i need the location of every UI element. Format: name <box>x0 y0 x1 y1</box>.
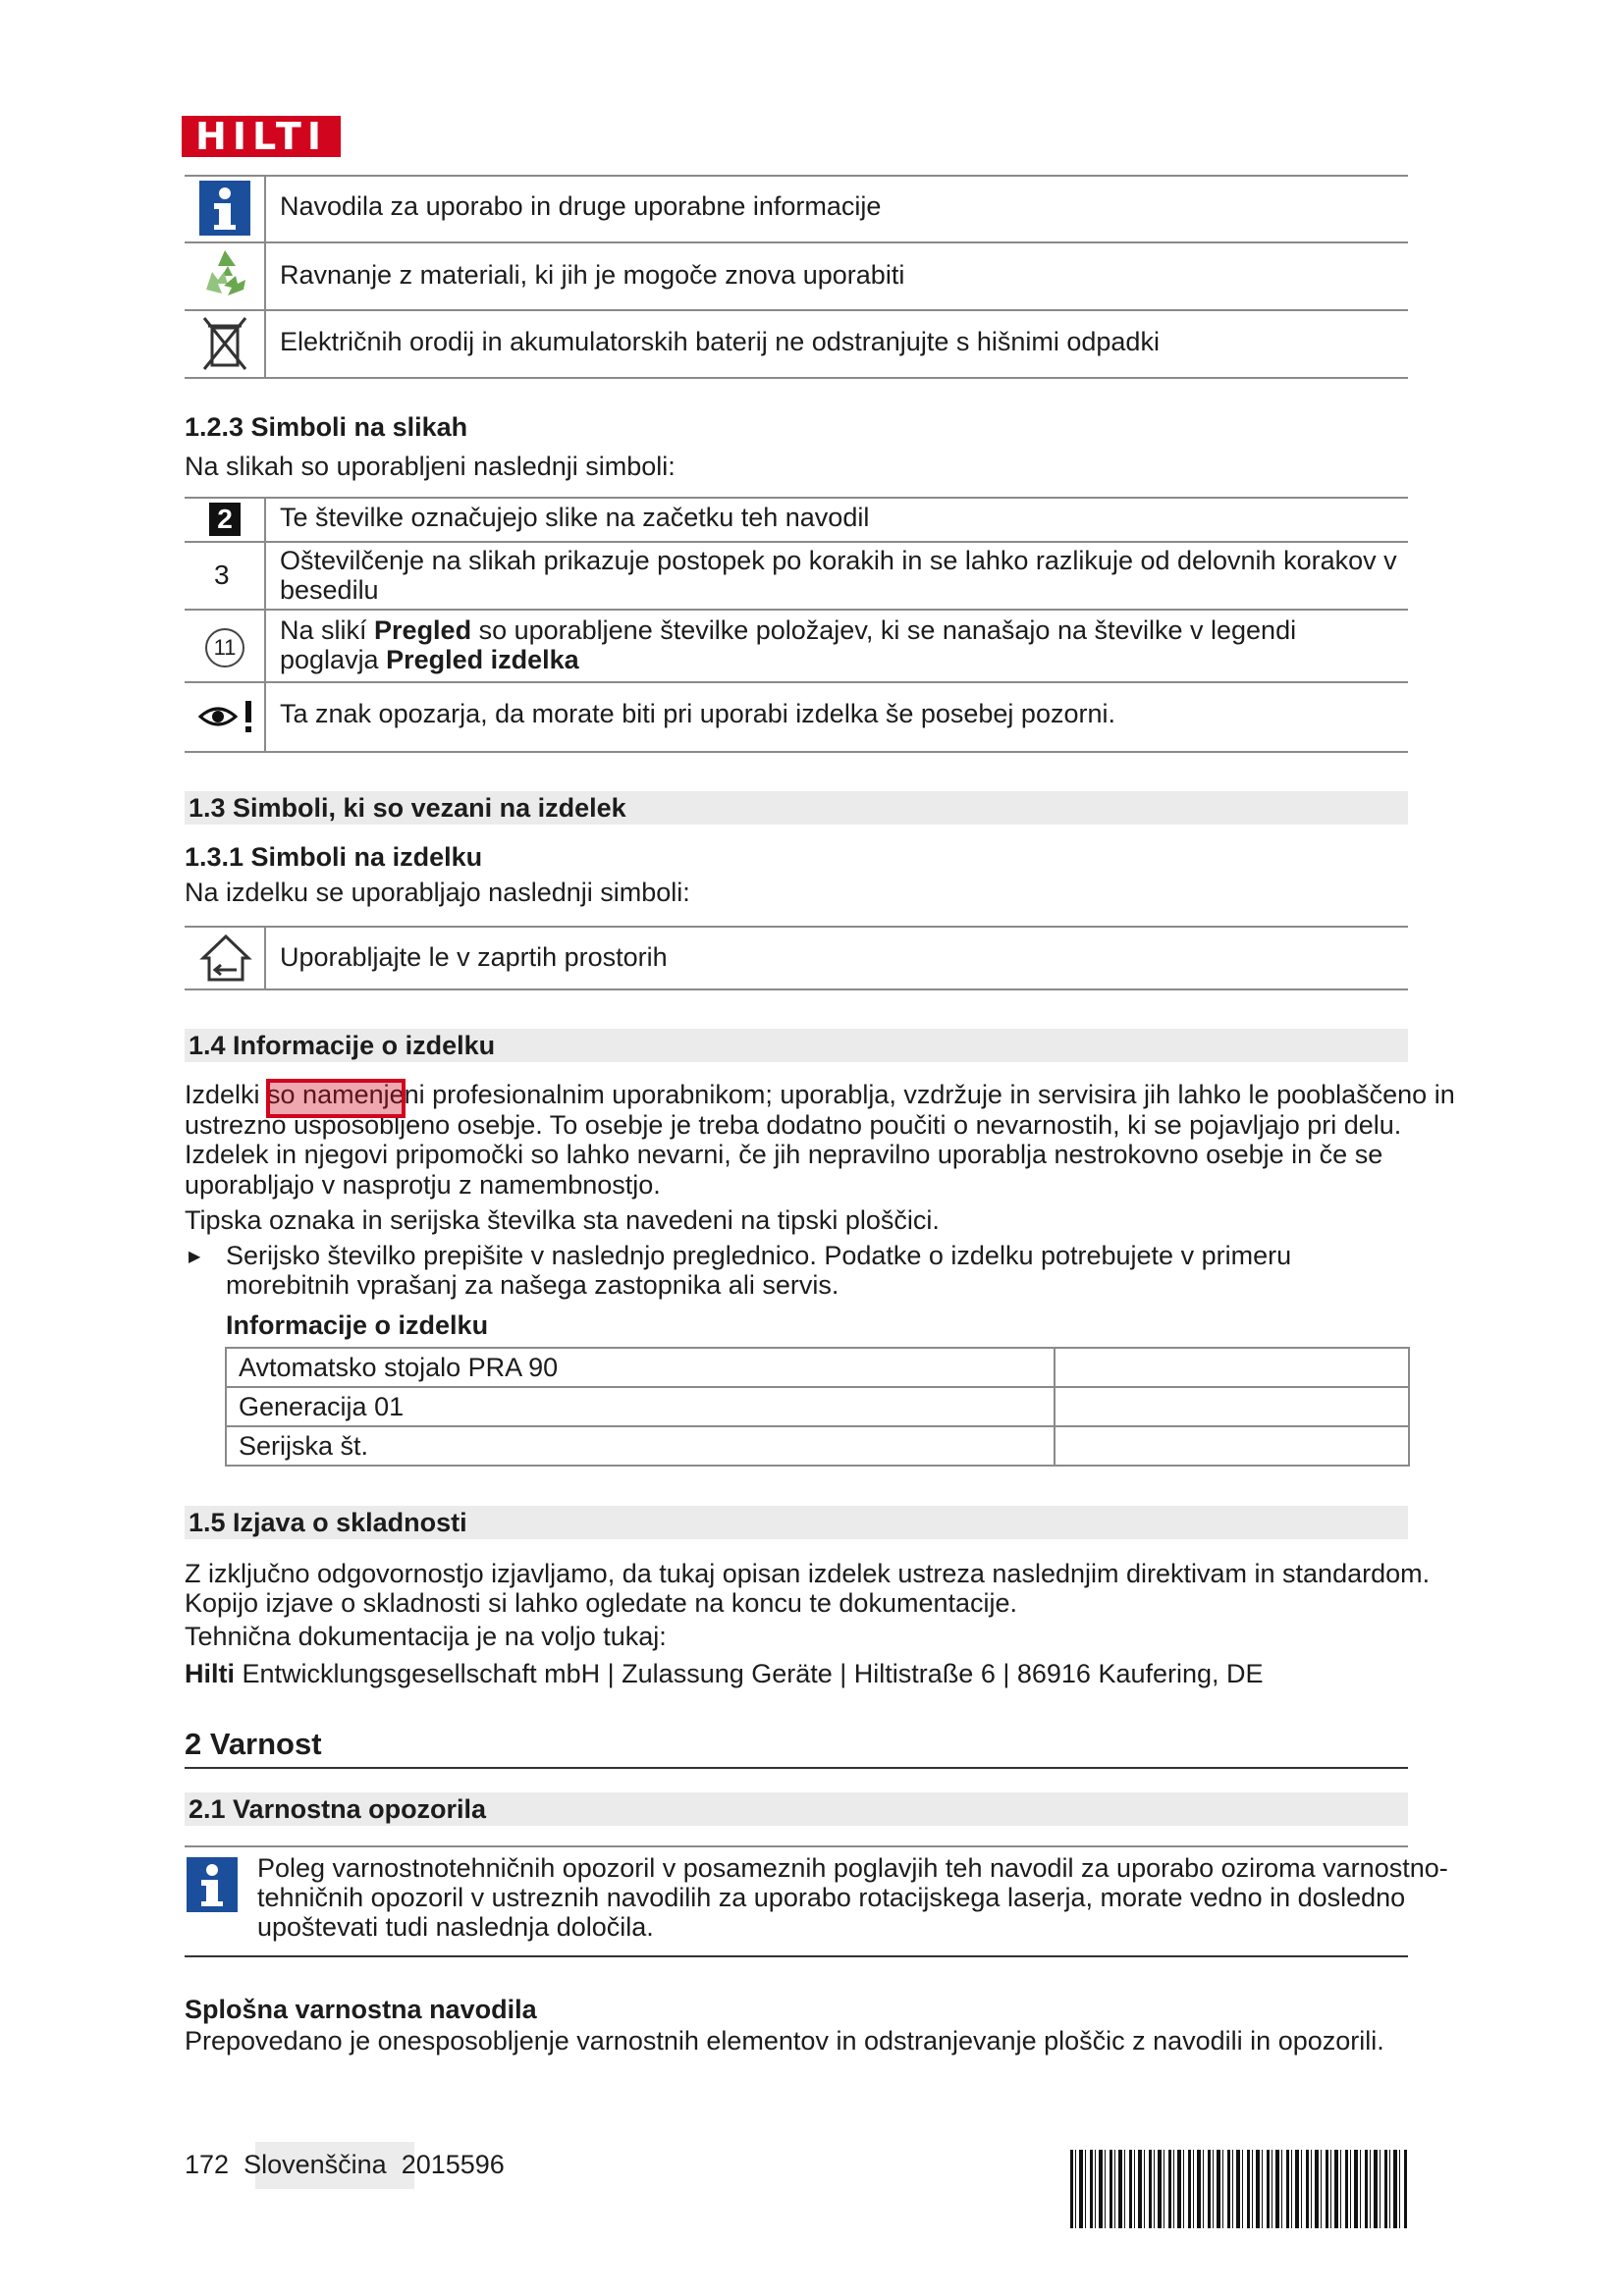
info-icon <box>187 1857 238 1912</box>
section-heading: 1.5 Izjava o skladnosti <box>189 1508 467 1537</box>
divider <box>185 681 1408 683</box>
symbol-description: Oštevilčenje na slikah prikazuje postopek po korakih in se lahko razlikuje od delovnih korakov v besedilu <box>280 546 1397 605</box>
table-cell-label: Serijska št. <box>226 1426 1055 1466</box>
paragraph: Tehnična dokumentacija je na voljo tukaj: <box>185 1622 667 1651</box>
table-row <box>226 1387 1409 1426</box>
table-cell-value[interactable] <box>1055 1426 1409 1466</box>
divider <box>185 1955 1408 1957</box>
paragraph: Prepovedano je onesposobljenje varnostnih elementov in odstranjevanje ploščic z navodili in opozorili. <box>185 2026 1384 2056</box>
symbol-description: Navodila za uporabo in druge uporabne informacije <box>280 191 882 221</box>
divider <box>185 377 1408 379</box>
divider <box>185 1845 1408 1847</box>
bullet-arrow-icon: ▶ <box>189 1249 201 1265</box>
product-info-table <box>225 1347 1410 1467</box>
section-band <box>185 791 1408 825</box>
paragraph: Z izključno odgovornostjo izjavljamo, da tukaj opisan izdelek ustreza naslednjim direktivam in standardom. Kopijo izjave o skladnosti si lahko ogledate na koncu te dokumentacije. <box>185 1559 1431 1618</box>
section-heading: 1.3 Simboli, ki so vezani na izdelek <box>189 793 626 823</box>
divider <box>264 175 266 379</box>
divider <box>185 309 1408 311</box>
section-heading: 2.1 Varnostna opozorila <box>189 1794 487 1824</box>
symbol-description: Ta znak opozarja, da morate biti pri uporabi izdelka še posebej pozorni. <box>280 699 1115 728</box>
table-cell-value[interactable] <box>1055 1348 1409 1387</box>
eye-warning-icon <box>198 699 255 734</box>
symbol-description: Na slikí Pregled so uporabljene številke položajev, ki se nanašajo na številke v legendi poglavja Pregled izdelka <box>280 615 1297 674</box>
paragraph: Na izdelku se uporabljajo naslednji simboli: <box>185 878 690 907</box>
section-heading: 1.2.3 Simboli na slikah <box>185 412 468 442</box>
table-title: Informacije o izdelku <box>226 1310 489 1340</box>
footer <box>185 2150 505 2179</box>
subsection-heading: Splošna varnostna navodila <box>185 1995 537 2024</box>
subsection-heading: 1.3.1 Simboli na izdelku <box>185 842 483 872</box>
divider <box>185 751 1408 753</box>
symbol-description: Ravnanje z materiali, ki jih je mogoče znova uporabiti <box>280 260 905 290</box>
paragraph: Izdelki so namenjeni profesionalnim uporabnikom; uporablja, vzdržuje in servisira jih lahko le pooblaščeno in ustrezno usposobljeno osebje. To osebje je treba dodatno poučiti o nevarnostih, ki se pojavljajo pri delu. Izdelek in njegovi pripomočki so lahko nevarni, če jih nepravilno uporablja nestrokovno osebje in če se uporabljajo v nasprotju z namembnostjo. <box>185 1080 1455 1200</box>
crossed-bin-icon <box>200 314 249 373</box>
divider <box>185 541 1408 543</box>
table-cell-label: Generacija 01 <box>226 1387 1055 1426</box>
divider <box>185 988 1408 990</box>
section-band <box>185 1506 1408 1539</box>
divider <box>185 497 1408 499</box>
section-band <box>185 1029 1408 1062</box>
divider <box>185 926 1408 928</box>
bullet-paragraph: Serijsko številko prepišite v naslednjo preglednico. Podatke o izdelku potrebujete v primeru morebitnih vprašanj za našega zastopnika ali servis. <box>226 1241 1292 1300</box>
symbol-description: Te številke označujejo slike na začetku teh navodil <box>280 503 870 532</box>
recycle-icon <box>198 246 251 301</box>
section-band <box>185 1792 1408 1826</box>
safety-note: Poleg varnostnotehničnih opozoril v posameznih poglavjih teh navodil za uporabo oziroma varnostno-tehničnih opozoril v ustreznih navodilih za uporabo rotacijskega laserja, morate vedno in dosledno upoštevati tudi naslednja določila. <box>257 1853 1448 1942</box>
footer-doc-number: 2015596 <box>401 2150 505 2179</box>
divider <box>264 497 266 753</box>
hilti-logo: HILTI <box>182 116 341 157</box>
step-number-symbol: 3 <box>214 560 230 590</box>
position-number-symbol: 11 <box>205 628 244 667</box>
divider <box>264 926 266 990</box>
divider <box>185 241 1408 243</box>
barcode <box>1070 2150 1408 2228</box>
chapter-heading: 2 Varnost <box>185 1727 322 1761</box>
symbol-description: Uporabljajte le v zaprtih prostorih <box>280 942 668 972</box>
page-number: 172 <box>185 2150 230 2179</box>
divider <box>185 175 1408 177</box>
indoor-house-icon <box>199 933 252 984</box>
table-cell-value[interactable] <box>1055 1387 1409 1426</box>
info-icon <box>199 181 250 236</box>
table-row <box>226 1426 1409 1466</box>
table-row <box>226 1348 1409 1387</box>
highlight-annotation <box>266 1079 406 1118</box>
symbol-description: Električnih orodij in akumulatorskih baterij ne odstranjujte s hišnimi odpadki <box>280 327 1160 356</box>
footer-language: Slovenščina <box>244 2150 387 2179</box>
divider <box>185 1767 1408 1769</box>
figure-number-symbol: 2 <box>209 503 241 536</box>
paragraph: Na slikah so uporabljeni naslednji simboli: <box>185 452 676 481</box>
section-heading: 1.4 Informacije o izdelku <box>189 1031 496 1060</box>
paragraph: Tipska oznaka in serijska številka sta navedeni na tipski ploščici. <box>185 1205 940 1235</box>
table-cell-label: Avtomatsko stojalo PRA 90 <box>226 1348 1055 1387</box>
divider <box>185 609 1408 611</box>
manufacturer-address: Hilti Entwicklungsgesellschaft mbH | Zulassung Geräte | Hiltistraße 6 | 86916 Kaufering, DE <box>185 1659 1264 1688</box>
